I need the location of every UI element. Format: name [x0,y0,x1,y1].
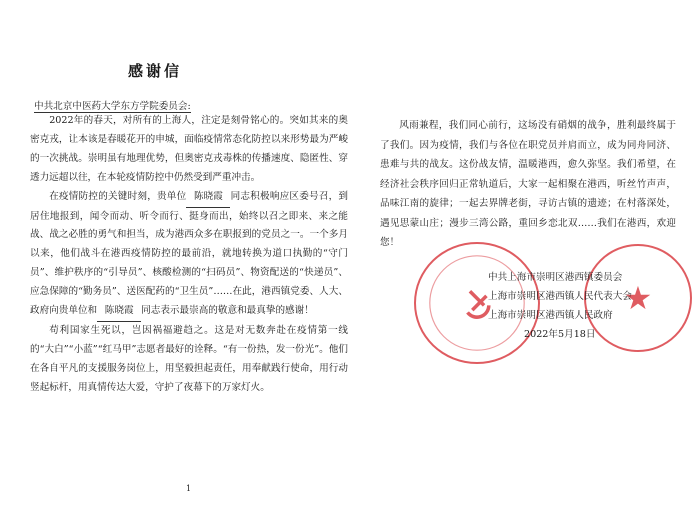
paragraph-3: 苟利国家生死以，岂因祸福避趋之。这是对无数奔赴在疫情第一线的“大白”“小蓝”“红马甲”志愿者最好的诠释。“有一份热，发一份光”。他们在各自平凡的支援服务岗位上，用坚毅担起责任，用奉献践行使命，用行动竖起标杆，用真情传达大爱，守护了夜幕下的万家灯火。 [30,324,348,393]
paragraph-2-mid: 同志积极响应区委号召，到居住地报到，闻令而动、听令而行、挺身而出，始终以召之即来、来之能战、战之必胜的勇气和担当，成为港西众多在职报到的党员之一。一个多月以来，他们战斗在港西疫情防控的最前沿，就地转换为道口执勤的“守门员”、维护秩序的“引导员”、核酸检测的“扫码员”、物资配送的“快递员”、应急保障的“勤务员”、送医配药的“卫生员”……在此，港西镇党委、人大、政府向贵单位和 [30,190,349,317]
salutation-text: 中共北京中医药大学东方学院委员会: [34,101,191,112]
right-body [380,116,676,253]
person-name-1: 陈晓霞 [186,188,230,208]
paragraph-1: 2022年的春天，对所有的上海人，注定是刻骨铭心的。突如其来的奥密克戎，让本该是春暖花开的申城，面临疫情常态化防控以来形势最为严峻的一次挑战。崇明虽有地理优势，但奥密克戎毒株的传播速度、隐匿性、穿透力远超以往，在本轮疫情防控中仍然受到严重冲击。 [30,115,348,183]
left-body [30,112,348,398]
signature-block [488,268,668,344]
letter-title: 感谢信 [128,62,183,80]
star-icon: ★ [623,279,653,317]
paragraph-2 [30,188,348,322]
signature-line-3: 上海市崇明区港西镇人民政府 [488,310,613,321]
signature-line-2: 上海市崇明区港西镇人民代表大会 [488,291,632,302]
page-number: 1 [186,484,192,493]
salutation [34,98,191,112]
paragraph-2-end: 同志表示最崇高的敬意和最真挚的感谢！ [141,305,314,317]
paragraph-2-start: 在疫情防控的关键时刻，贵单位 [49,190,187,202]
paragraph-4: 风雨兼程，我们同心前行，这场没有硝烟的战争，胜利最终属于了我们。因为疫情，我们与各位在职党员并肩而立，成为同舟同济、患难与共的战友。这份战友情，温暖港西，愈久弥坚。我们希望，在经济社会秩序回归正常轨道后，大家一起相聚在港西，听丝竹声声，品味江南的旋律；一起去界牌老街，寻访古镇的遗迹；在村落深处，遇见思蒙山庄；漫步三湾公路，重回乡恋北双……我们在港西，欢迎您！ [380,120,676,248]
signature-line-1: 中共上海市崇明区港西镇委员会 [488,272,623,283]
person-name-2: 陈晓霞 [97,302,141,322]
letter-date: 2022年5月18日 [524,329,596,340]
